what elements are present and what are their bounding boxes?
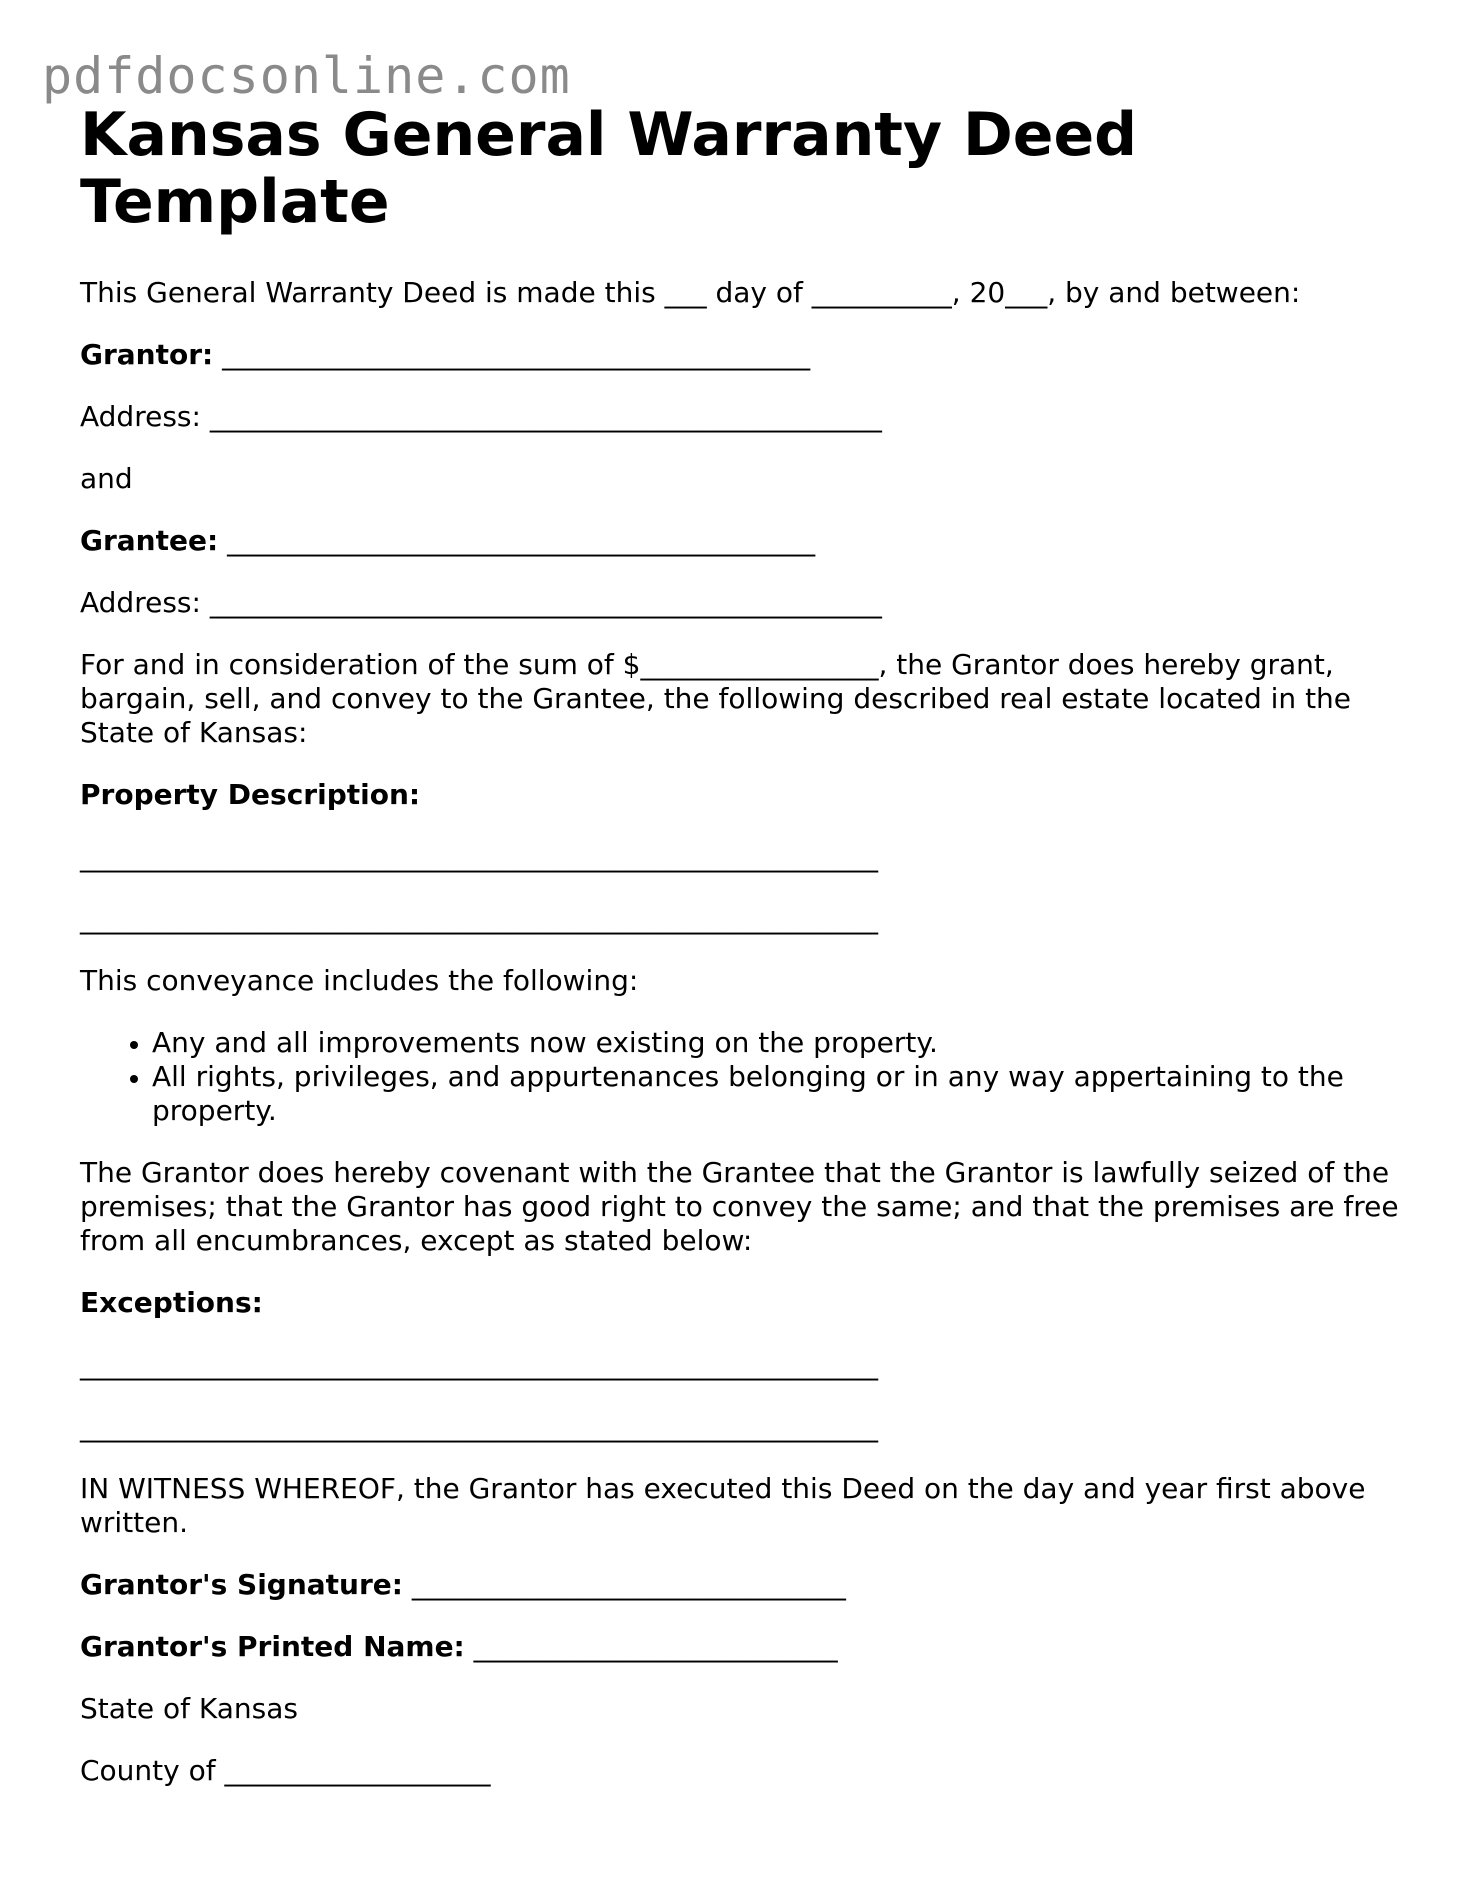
list-item: • All rights, privileges, and appurtenances belonging or in any way appertaining to the property.: [152, 1060, 1400, 1128]
signature-line: [80, 1568, 1400, 1602]
and-text: and: [80, 462, 133, 495]
intro-paragraph: This General Warranty Deed is made this ___ day of __________, 20___, by and between:: [80, 276, 1301, 309]
exceptions-label: Exceptions:: [80, 1286, 263, 1319]
county-line[interactable]: County of ___________________: [80, 1754, 491, 1787]
list-item: • Any and all improvements now existing on the property.: [152, 1026, 1400, 1060]
exceptions-heading: [80, 1286, 1400, 1320]
covenant-paragraph: The Grantor does hereby covenant with the Grantee that the Grantor is lawfully seized of the premises; that the Grantor has good right to convey the same; and that the premises are free from all encumbrances, except as stated below:: [80, 1156, 1399, 1257]
grantee-address-line[interactable]: Address: ________________________________________________: [80, 586, 882, 619]
signature-blank[interactable]: _______________________________: [402, 1568, 846, 1601]
signature-label: Grantor's Signature:: [80, 1568, 403, 1601]
conveyance-intro: This conveyance includes the following:: [80, 964, 639, 997]
printed-name-blank[interactable]: __________________________: [464, 1630, 838, 1663]
watermark: pdfdocsonline.com: [42, 47, 571, 105]
property-blank-line[interactable]: _________________________________________________________: [80, 902, 878, 935]
property-blank-line[interactable]: _________________________________________________________: [80, 840, 878, 873]
printed-name-line: [80, 1630, 1400, 1664]
property-description-heading: [80, 778, 1400, 812]
state-line: State of Kansas: [80, 1692, 299, 1725]
grantor-line: [80, 338, 1400, 372]
property-description-label: Property Description:: [80, 778, 421, 811]
witness-paragraph: IN WITNESS WHEREOF, the Grantor has executed this Deed on the day and year first above written.: [80, 1472, 1366, 1539]
consideration-paragraph: For and in consideration of the sum of $_________________, the Grantor does hereby grant, bargain, sell, and convey to the Grantee, the following described real estate located in the State of Kansas:: [80, 648, 1352, 749]
grantee-label: Grantee:: [80, 524, 219, 557]
document-title: Kansas General Warranty Deed Template: [80, 100, 1138, 237]
grantor-label: Grantor:: [80, 338, 214, 371]
exceptions-blank-line[interactable]: _________________________________________________________: [80, 1410, 878, 1443]
printed-name-label: Grantor's Printed Name:: [80, 1630, 465, 1663]
exceptions-blank-line[interactable]: _________________________________________________________: [80, 1348, 878, 1381]
grantee-blank[interactable]: __________________________________________: [218, 524, 816, 557]
grantor-blank[interactable]: __________________________________________: [213, 338, 811, 371]
conveyance-list: [80, 1026, 1400, 1128]
deed-document: [80, 102, 1400, 1788]
grantor-address-line[interactable]: Address: ________________________________________________: [80, 400, 882, 433]
grantee-line: [80, 524, 1400, 558]
